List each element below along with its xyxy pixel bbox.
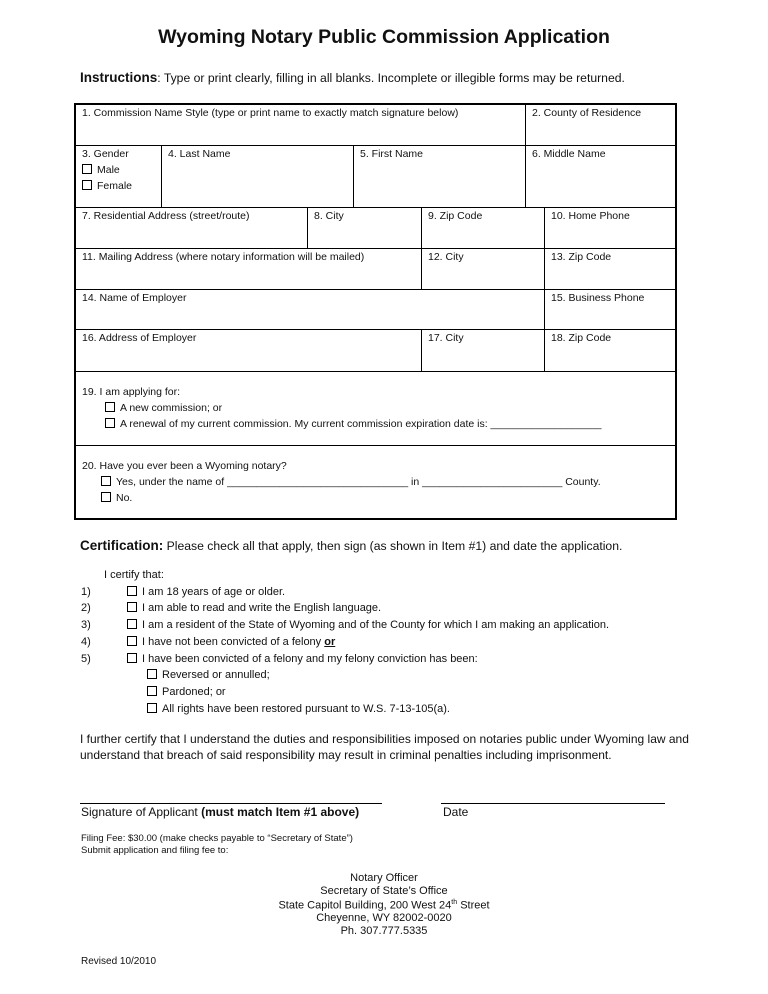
item-number: 4) (81, 636, 91, 648)
field-last-name[interactable]: 4. Last Name (168, 148, 231, 160)
field-zip-18[interactable]: 18. Zip Code (551, 332, 612, 344)
option-no[interactable]: No. (101, 492, 132, 504)
cert-4-checkbox[interactable] (127, 636, 137, 646)
address-line: State Capitol Building, 200 West 24th Street (278, 899, 490, 912)
item-number: 1) (81, 586, 91, 598)
field-zip-9[interactable]: 9. Zip Code (428, 210, 483, 222)
item-number: 5) (81, 653, 91, 665)
gender-female-option[interactable]: Female (82, 180, 132, 192)
i-certify: I certify that: (104, 569, 164, 581)
further-certification: I further certify that I understand the duties and responsibilities imposed on notaries public under Wyoming law and understand that breach of said responsibility may result in criminal penalties including imprisonment. (80, 732, 689, 762)
address-line: Notary Officer (350, 872, 418, 884)
renewal-checkbox[interactable] (105, 418, 115, 428)
address-line: Secretary of State’s Office (320, 884, 448, 897)
revision-date: Revised 10/2010 (81, 956, 157, 967)
option-renewal[interactable]: A renewal of my current commission. My current commission expiration date is: ___________________ (105, 418, 602, 430)
cert-3-checkbox[interactable] (127, 619, 137, 629)
field-applying-for: 19. I am applying for: (82, 386, 181, 398)
sub-item-pardoned[interactable]: Pardoned; or (147, 686, 226, 698)
field-previous-notary: 20. Have you ever been a Wyoming notary? (82, 460, 287, 472)
field-gender: 3. Gender (82, 148, 129, 160)
yes-checkbox[interactable] (101, 476, 111, 486)
instructions-label: Instructions (80, 70, 158, 85)
field-home-phone[interactable]: 10. Home Phone (551, 210, 630, 222)
field-business-phone[interactable]: 15. Business Phone (551, 292, 645, 304)
no-checkbox[interactable] (101, 492, 111, 502)
cert-item-3[interactable]: I am a resident of the State of Wyoming and of the County for which I am making an application. (127, 619, 609, 631)
field-city-12[interactable]: 12. City (428, 251, 464, 263)
item-number: 3) (81, 619, 91, 631)
male-checkbox[interactable] (82, 164, 92, 174)
new-commission-checkbox[interactable] (105, 402, 115, 412)
cert-5-checkbox[interactable] (127, 653, 137, 663)
field-city-17[interactable]: 17. City (428, 332, 464, 344)
gender-male-option[interactable]: Male (82, 164, 120, 176)
field-zip-13[interactable]: 13. Zip Code (551, 251, 612, 263)
field-residential-address[interactable]: 7. Residential Address (street/route) (82, 210, 250, 222)
pardoned-checkbox[interactable] (147, 686, 157, 696)
field-first-name[interactable]: 5. First Name (360, 148, 424, 160)
certification-heading: Certification: Please check all that apply, then sign (as shown in Item #1) and date the application. (80, 538, 623, 553)
cert-item-2[interactable]: I am able to read and write the English language. (127, 602, 381, 614)
date-label: Date (443, 805, 469, 819)
date-line[interactable] (441, 803, 665, 804)
cert-1-checkbox[interactable] (127, 586, 137, 596)
address-line: Cheyenne, WY 82002-0020 (316, 912, 452, 925)
field-mailing-address[interactable]: 11. Mailing Address (where notary information will be mailed) (82, 251, 365, 263)
filing-fee: Filing Fee: $30.00 (make checks payable to “Secretary of State”) (81, 833, 353, 844)
option-yes[interactable]: Yes, under the name of _______________________________ in ________________________ County. (101, 476, 601, 488)
instructions (80, 70, 625, 85)
field-county-of-residence[interactable]: 2. County of Residence (532, 107, 642, 119)
field-employer-address[interactable]: 16. Address of Employer (82, 332, 197, 344)
application-form (74, 103, 677, 520)
instructions-text: : Type or print clearly, filling in all blanks. Incomplete or illegible forms may be returned. (157, 71, 625, 85)
submit-instructions: Submit application and filing fee to: (81, 845, 229, 856)
address-line: Ph. 307.777.5335 (340, 924, 428, 937)
sub-item-reversed[interactable]: Reversed or annulled; (147, 669, 270, 681)
rights-restored-checkbox[interactable] (147, 703, 157, 713)
page-title: Wyoming Notary Public Commission Application (158, 26, 610, 48)
item-number: 2) (81, 602, 91, 614)
option-new-commission[interactable]: A new commission; or (105, 402, 222, 414)
field-city-8[interactable]: 8. City (314, 210, 344, 222)
cert-item-4[interactable]: I have not been convicted of a felony or (127, 636, 335, 648)
cert-item-1[interactable]: I am 18 years of age or older. (127, 586, 285, 598)
field-commission-name[interactable]: 1. Commission Name Style (type or print name to exactly match signature below) (82, 107, 459, 119)
mailing-address-block (0, 872, 768, 937)
cert-item-5[interactable]: I have been convicted of a felony and my felony conviction has been: (127, 653, 478, 665)
sub-item-rights-restored[interactable]: All rights have been restored pursuant to W.S. 7-13-105(a). (147, 703, 450, 715)
cert-2-checkbox[interactable] (127, 602, 137, 612)
signature-line[interactable] (80, 803, 382, 804)
female-checkbox[interactable] (82, 180, 92, 190)
signature-label: Signature of Applicant (must match Item #1 above) (81, 805, 360, 819)
reversed-checkbox[interactable] (147, 669, 157, 679)
field-employer-name[interactable]: 14. Name of Employer (82, 292, 187, 304)
field-middle-name[interactable]: 6. Middle Name (532, 148, 606, 160)
